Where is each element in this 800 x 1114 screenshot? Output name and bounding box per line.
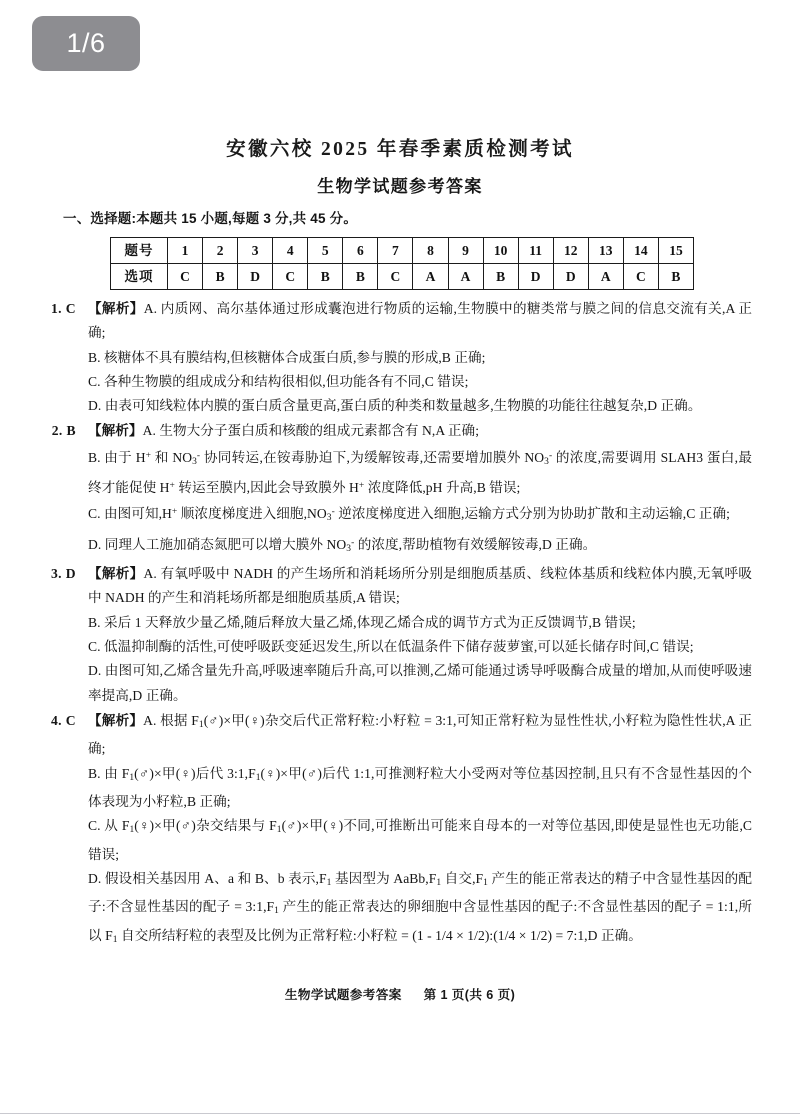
answer-paragraph: D. 由表可知线粒体内膜的蛋白质含量更高,蛋白质的种类和数量越多,生物膜的功能往往越复杂,D 正确。 xyxy=(88,398,702,414)
question-number-cell: 12 xyxy=(553,238,588,264)
answer-option-cell: A xyxy=(448,264,483,290)
answer-paragraph: B. 核糖体不具有膜结构,但核糖体合成蛋白质,参与膜的形成,B 正确; xyxy=(88,349,486,365)
answer-paragraph: D. 假设相关基因用 A、a 和 B、b 表示$,F_1$ 基因型为 $AaBb,F_1$ 自交$,F_1$ 产生的能正常表达的精子中含显性基因的配子:不含显性基因的配子 = $3:1,F_1$ 产生的能正常表达的卵细胞中含显性基因的配子:不含显性基因的配子 = 1:1,所以 $F_1$ 自交所结籽粒的表型及比例为正常籽粒:小籽粒 = (1 - 1/4 × 1/2):(1/4 × 1/2) = 7:1,D 正确。 xyxy=(88,870,752,945)
answer-option-cell: A xyxy=(413,264,448,290)
analysis-marker: 【解析】 xyxy=(88,301,144,316)
document-subtitle: 生物学试题参考答案 xyxy=(317,177,483,196)
answer-row xyxy=(48,709,752,952)
answer-key-table-wrapper xyxy=(110,237,694,290)
answer-paragraph: D. 由图可知,乙烯含量先升高,呼吸速率随后升高,可以推测,乙烯可能通过诱导呼吸酶合成量的增加,从而使呼吸速率提高,D 正确。 xyxy=(88,663,752,703)
answer-question-label: 3. D xyxy=(50,566,76,582)
page-indicator-label: 1/6 xyxy=(66,28,106,58)
answer-question-label: 1. C xyxy=(50,301,76,316)
answer-paragraph: D. 同理人工施加硝态氮肥可以增大膜外 $NO_3^-$ 的浓度,帮助植物有效缓解铵毒,D 正确。 xyxy=(88,536,597,554)
answer-explanation-body xyxy=(88,297,752,418)
answer-block xyxy=(48,297,752,418)
answer-option-cell: B xyxy=(203,264,238,290)
question-number-cell: 10 xyxy=(483,238,518,264)
answer-option-cell: D xyxy=(553,264,588,290)
answer-paragraph: B. 由于 H+ 和 $NO_3^-$ 协同转运,在铵毒胁迫下,为缓解铵毒,还需要增加膜外 $NO_3^-$ 的浓度,需要调用 SLAH3 蛋白,最终才能促使 H+ 转运至膜内,因此会导致膜外 H+ 浓度降低,pH 升高,B 错误; xyxy=(88,449,752,496)
answer-paragraph: C. 从 $F_1(♀)\times$甲(♂)杂交结果与 $F_1(♂)\times$甲(♀)不同,可推断出可能来自母本的一对等位基因,即使是显性也无功能,C 错误; xyxy=(88,818,753,862)
row-label-option: 选项 xyxy=(111,264,168,290)
analysis-marker: 【解析】 xyxy=(88,566,144,582)
question-number-cell: 11 xyxy=(518,238,553,264)
answer-option-cell: C xyxy=(273,264,308,290)
question-number-cell: 6 xyxy=(343,238,378,264)
answer-paragraph: B. 由 $F_1(♂)\times$甲(♀)后代 $3:1,F_1(♀)\times$甲(♂)后代 1:1,可推测籽粒大小受两对等位基因控制,且只有不含显性基因的个体表现为小籽粒,B 正确; xyxy=(88,765,752,809)
page-footer xyxy=(0,984,800,1003)
question-number-cell: 7 xyxy=(378,238,413,264)
answer-option-cell: B xyxy=(308,264,343,290)
answer-block xyxy=(48,709,752,952)
question-number-cell: 5 xyxy=(308,238,343,264)
footer-paper-name: 生物学试题参考答案 xyxy=(284,988,402,1002)
question-number-cell: 9 xyxy=(448,238,483,264)
answer-paragraph: B. 采后 1 天释放少量乙烯,随后释放大量乙烯,体现乙烯合成的调节方式为正反馈调节,B 错误; xyxy=(88,614,636,630)
analysis-marker: 【解析】 xyxy=(88,423,143,439)
question-number-cell: 13 xyxy=(588,238,623,264)
question-number-cell: 2 xyxy=(203,238,238,264)
answer-paragraph: C. 各种生物膜的组成成分和结构很相似,但功能各有不同,C 错误; xyxy=(88,373,469,389)
answer-option-cell: C xyxy=(378,264,413,290)
answer-option-cell: B xyxy=(343,264,378,290)
answer-paragraph: 【解析】A. 根据 $F_1(♂)\times$甲(♀)杂交后代正常籽粒:小籽粒 = 3:1,可知正常籽粒为显性性状,小籽粒为隐性性状,A 正确; xyxy=(88,712,752,757)
answer-paragraph: 【解析】A. 内质网、高尔基体通过形成囊泡进行物质的运输,生物膜中的糖类常与膜之间的信息交流有关,A 正确; xyxy=(88,301,752,341)
answer-option-cell: D xyxy=(518,264,553,290)
analysis-marker: 【解析】 xyxy=(88,712,144,728)
answer-question-label: 2. B xyxy=(51,423,76,439)
answer-option-cell: C xyxy=(623,264,658,290)
answer-option-cell: A xyxy=(588,264,623,290)
answer-block xyxy=(48,562,752,708)
question-number-cell: 14 xyxy=(623,238,658,264)
answer-row xyxy=(48,562,752,708)
answer-question-label: 4. C xyxy=(50,712,76,728)
answer-paragraph: 【解析】A. 生物大分子蛋白质和核酸的组成元素都含有 N,A 正确; xyxy=(88,423,480,439)
answer-block xyxy=(48,419,752,561)
document-title: 安徽六校 2025 年春季素质检测考试 xyxy=(226,139,574,160)
answer-row xyxy=(48,419,752,561)
answer-explanation-body xyxy=(88,562,752,708)
table-row-question-numbers xyxy=(111,238,694,264)
answer-option-cell: B xyxy=(658,264,693,290)
question-number-cell: 1 xyxy=(168,238,203,264)
footer-page-number: 第 1 页(共 6 页) xyxy=(423,988,516,1002)
section-heading-multiple-choice: 一、选择题:本题共 15 小题,每题 3 分,共 45 分。 xyxy=(63,211,358,226)
answer-paragraph: C. 低温抑制酶的活性,可使呼吸跃变延迟发生,所以在低温条件下储存菠萝蜜,可以延长储存时间,C 错误; xyxy=(88,639,694,655)
answer-option-cell: C xyxy=(168,264,203,290)
answer-paragraph: C. 由图可知,H+ 顺浓度梯度进入细胞$,NO_3^-$ 逆浓度梯度进入细胞,运输方式分别为协助扩散和主动运输,C 正确; xyxy=(88,506,730,524)
question-number-cell: 4 xyxy=(273,238,308,264)
question-number-cell: 8 xyxy=(413,238,448,264)
row-label-question-number: 题号 xyxy=(111,238,168,264)
answer-row xyxy=(48,297,752,418)
question-number-cell: 15 xyxy=(658,238,693,264)
answer-key-table xyxy=(110,237,694,290)
table-row-answer-options xyxy=(111,264,694,290)
question-number-cell: 3 xyxy=(238,238,273,264)
answer-explanation-body xyxy=(88,709,752,952)
answer-paragraph: 【解析】A. 有氧呼吸中 NADH 的产生场所和消耗场所分别是细胞质基质、线粒体基质和线粒体内膜,无氧呼吸中 NADH 的产生和消耗场所都是细胞质基质,A 错误; xyxy=(88,566,752,606)
answer-option-cell: B xyxy=(483,264,518,290)
answer-explanations xyxy=(48,297,752,953)
answer-explanation-body xyxy=(88,419,752,561)
answer-option-cell: D xyxy=(238,264,273,290)
